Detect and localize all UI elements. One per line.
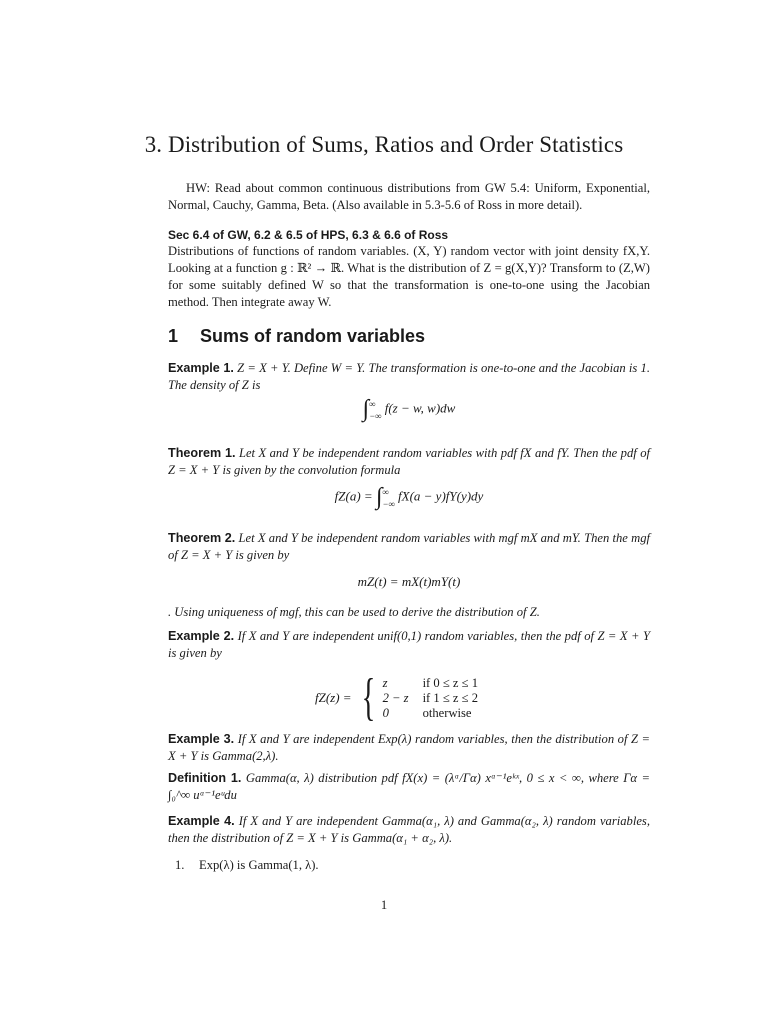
theorem-2-label: Theorem 2. (168, 531, 236, 545)
page-number: 1 (380, 898, 388, 912)
example-3-label: Example 3. (168, 732, 235, 746)
case-condition: if 0 ≤ z ≤ 1 (422, 675, 479, 690)
section-references: Sec 6.4 of GW, 6.2 & 6.5 of HPS, 6.3 & 6.6 of Ross (168, 228, 449, 242)
integral-limits (369, 398, 382, 422)
example-4 (168, 813, 650, 847)
example-4-label: Example 4. (168, 814, 235, 828)
homework-note: HW: Read about common continuous distributions from GW 5.4: Uniform, Exponential, Normal, Cauchy, Gamma, Beta. (Also available in 5.3-5.6 of Ross in more detail). (168, 181, 650, 212)
page-title: 3. Distribution of Sums, Ratios and Order Statistics (144, 132, 624, 157)
definition-1 (168, 770, 650, 804)
example-1-text: Z = X + Y. Define W = Y. The transformation is one-to-one and the Jacobian is 1. The density of Z is (168, 361, 650, 392)
upper-limit: ∞ (382, 486, 389, 497)
case-value: 0 (382, 705, 389, 720)
theorem-1-text: Let X and Y be independent random variables with pdf fX and fY. Then the pdf of Z = X + Y is given by the convolution formula (168, 446, 651, 477)
example-1-label: Example 1. (168, 361, 234, 375)
integral-sign: ∫ (375, 484, 383, 510)
list-item-number: 1. (175, 858, 185, 872)
integral-sign: ∫ (362, 396, 370, 422)
example-2-text: If X and Y are independent unif(0,1) random variables, then the pdf of Z = X + Y is given by (168, 629, 650, 660)
equation-2 (168, 484, 650, 511)
piecewise-lhs: fZ(z) = (315, 690, 352, 705)
uniqueness-note: . Using uniqueness of mgf, this can be used to derive the distribution of Z. (168, 605, 540, 619)
case-value: z (382, 675, 388, 690)
example-1 (168, 360, 650, 394)
equation-3: mZ(t) = mX(t)mY(t) (357, 574, 461, 589)
definition-1-label: Definition 1. (168, 771, 242, 785)
section-title: Sums of random variables (200, 326, 426, 346)
section-heading (168, 326, 425, 347)
equation-2-lhs: fZ(a) = (334, 488, 373, 504)
list-item (175, 858, 319, 873)
theorem-1 (168, 445, 650, 479)
example-4-text: If X and Y are independent Gamma(α₁, λ) and Gamma(α₂, λ) random variables, then the distribution of Z = X + Y is Gamma(α₁ + α₂, λ). (168, 814, 650, 845)
theorem-2 (168, 530, 650, 564)
example-3-text: If X and Y are independent Exp(λ) random variables, then the distribution of Z = X + Y is Gamma(2,λ). (168, 732, 650, 763)
lower-limit: −∞ (369, 410, 382, 421)
theorem-1-label: Theorem 1. (168, 446, 236, 460)
section-number: 1 (168, 326, 179, 346)
integral-limits (383, 486, 396, 510)
list-item-text: Exp(λ) is Gamma(1, λ). (199, 858, 319, 872)
integrand: fX(a − y)fY(y)dy (398, 488, 484, 504)
definition-1-text: Gamma(α, λ) distribution pdf fX(x) = (λᵅ/Γα) xᵅ⁻¹eᵏˣ, 0 ≤ x < ∞, where Γα = ∫₀^∞ uᵅ⁻¹eᵘdu (168, 771, 650, 802)
theorem-2-text: Let X and Y be independent random variables with mgf mX and mY. Then the mgf of Z = X + Y is given by (168, 531, 650, 562)
piecewise-function (315, 669, 479, 726)
example-2 (168, 628, 650, 662)
case-condition: otherwise (422, 705, 472, 720)
case-value: 2 − z (382, 690, 409, 705)
piecewise-cases (383, 676, 478, 721)
intro-paragraph: Distributions of functions of random variables. (X, Y) random vector with joint density fX,Y. Looking at a function g : ℝ² → ℝ. What is the distribution of Z = g(X,Y)? Transform to (Z,W) for some suitably defined W so that the transformation is one-to-one using the Jacobian method. Then integrate away W. (168, 244, 650, 309)
equation-1 (168, 396, 650, 423)
example-2-label: Example 2. (168, 629, 235, 643)
example-3 (168, 731, 650, 765)
integrand: f(z − w, w)dw (384, 400, 456, 416)
case-condition: if 1 ≤ z ≤ 2 (422, 690, 479, 705)
lower-limit: −∞ (382, 498, 396, 509)
left-brace: { (361, 669, 375, 726)
upper-limit: ∞ (369, 398, 376, 409)
